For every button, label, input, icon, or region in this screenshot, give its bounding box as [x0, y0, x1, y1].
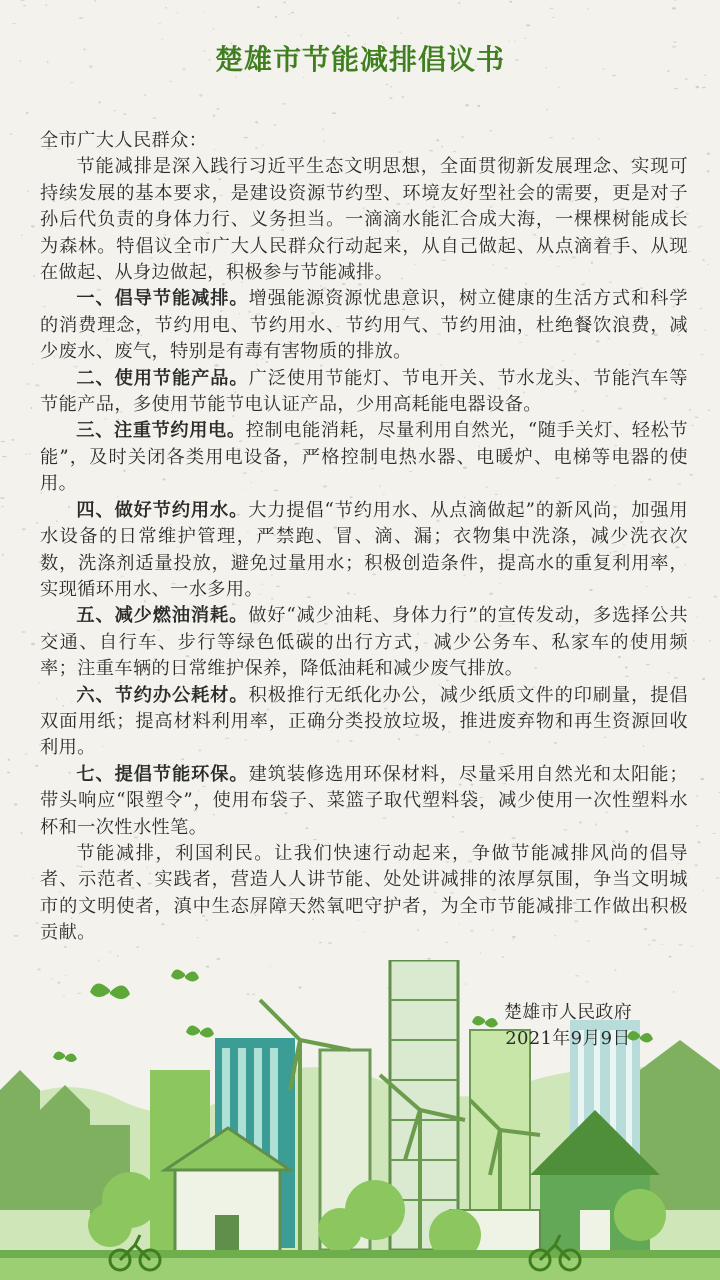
section-5: [40, 603, 688, 682]
section-text: 建筑装修选用环保材料，尽量采用自然光和太阳能；带头响应“限塑令”，使用布袋子、菜篮子取代塑料袋，减少使用一次性塑料水杯和一次性水性笔。: [40, 763, 688, 838]
document-title: 楚雄市节能减排倡议书: [214, 43, 505, 76]
section-7: [40, 762, 688, 841]
section-text: 控制电能消耗，尽量利用自然光，“随手关灯、轻松节能”，及时关闭各类用电设备，严格控制电热水器、电暖炉、电梯等电器的使用。: [40, 420, 688, 495]
section-4: [40, 498, 688, 604]
section-text: 做好“减少油耗、身体力行”的宣传发动，多选择公共交通、自行车、步行等绿色低碳的出行方式，减少公务车、私家车的使用频率；注重车辆的日常维护保养，降低油耗和减少废气排放。: [40, 605, 688, 680]
section-heading: 三、注重节约用电。: [76, 420, 246, 442]
section-text: 大力提倡“节约用水、从点滴做起”的新风尚，加强用水设备的日常维护管理，严禁跑、冒、滴、漏；衣物集中洗涤，减少洗衣次数，洗涤剂适量投放，避免过量用水；积极创造条件，提高水的重复利用率，实现循环用水、一水多用。: [40, 499, 688, 600]
intro-paragraph: 节能减排是深入践行习近平生态文明思想，全面贯彻新发展理念、实现可持续发展的基本要求，是建设资源节约型、环境友好型社会的需要，更是对子孙后代负责的身体力行、义务担当。一滴滴水能汇合成大海，一棵棵树能成长为森林。特倡议全市广大人民群众行动起来，从自己做起、从点滴着手、从现在做起、从身边做起，积极参与节能减排。: [40, 156, 688, 284]
section-heading: 四、做好节约用水。: [76, 499, 249, 521]
section-heading: 七、提倡节能环保。: [76, 763, 249, 785]
signature-date: 2021年9月9日: [505, 1028, 631, 1049]
section-text: 广泛使用节能灯、节电开关、节水龙头、节能汽车等节能产品，多使用节能节电认证产品，少用高耗能电器设备。: [40, 367, 688, 416]
section-heading: 五、减少燃油消耗。: [76, 605, 249, 627]
section-heading: 六、节约办公耗材。: [76, 684, 249, 706]
section-3: [40, 418, 688, 497]
section-2: [40, 366, 688, 419]
signature-block: [478, 1000, 658, 1052]
section-1: [40, 286, 688, 365]
section-heading: 一、倡导节能减排。: [76, 288, 249, 310]
signature-org: 楚雄市人民政府: [503, 1002, 633, 1023]
document-body: [40, 128, 688, 947]
salutation: 全市广大人民群众：: [40, 130, 208, 151]
section-text: 积极推行无纸化办公，减少纸质文件的印刷量，提倡双面用纸；提高材料利用率，正确分类投放垃圾，推进废弃物和再生资源回收利用。: [40, 684, 688, 759]
closing-paragraph: 节能减排，利国利民。让我们快速行动起来，争做节能减排风尚的倡导者、示范者、实践者，营造人人讲节能、处处讲减排的浓厚氛围，争当文明城市的文明使者，滇中生态屏障天然氧吧守护者，为全市节能减排工作做出积极贡献。: [40, 842, 688, 944]
section-heading: 二、使用节能产品。: [76, 367, 249, 389]
section-text: 增强能源资源忧患意识，树立健康的生活方式和科学的消费理念，节约用电、节约用水、节约用气、节约用油，杜绝餐饮浪费，减少废水、废气，特别是有毒有害物质的排放。: [40, 288, 688, 363]
section-6: [40, 683, 688, 762]
